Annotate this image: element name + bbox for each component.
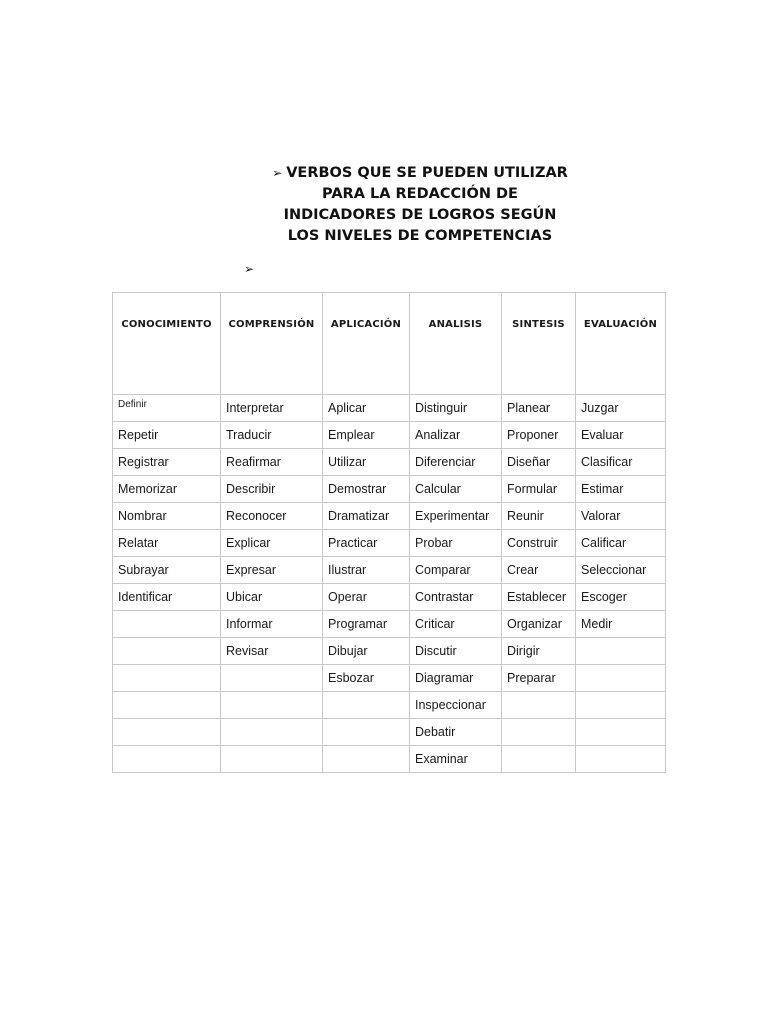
table-cell: Demostrar [323, 476, 410, 503]
table-cell: Esbozar [323, 665, 410, 692]
table-cell: Memorizar [113, 476, 221, 503]
table-row [113, 503, 666, 530]
table-cell: Escoger [576, 584, 666, 611]
document-title [180, 163, 660, 247]
table-cell: Juzgar [576, 395, 666, 422]
table-cell: Repetir [113, 422, 221, 449]
table-row [113, 557, 666, 584]
table-header-row [113, 293, 666, 395]
table-cell: Distinguir [410, 395, 502, 422]
header-analisis: ANALISIS [410, 293, 502, 395]
table-row [113, 476, 666, 503]
table-cell [502, 746, 576, 773]
header-sintesis: SINTESIS [502, 293, 576, 395]
table-cell: Examinar [410, 746, 502, 773]
table-cell [576, 692, 666, 719]
table-cell: Describir [221, 476, 323, 503]
table-cell: Seleccionar [576, 557, 666, 584]
table-cell: Nombrar [113, 503, 221, 530]
table-cell: Evaluar [576, 422, 666, 449]
header-conocimiento: CONOCIMIENTO [113, 293, 221, 395]
title-line-3: INDICADORES DE LOGROS SEGÚN [283, 207, 557, 223]
header-comprension: COMPRENSIÓN [221, 293, 323, 395]
table-cell: Diseñar [502, 449, 576, 476]
table-cell: Reconocer [221, 503, 323, 530]
table-cell: Diagramar [410, 665, 502, 692]
table-row [113, 611, 666, 638]
table-cell [221, 665, 323, 692]
table-cell: Relatar [113, 530, 221, 557]
header-evaluacion: EVALUACIÓN [576, 293, 666, 395]
table-cell: Diferenciar [410, 449, 502, 476]
table-cell [576, 719, 666, 746]
table-cell: Establecer [502, 584, 576, 611]
table-cell: Dramatizar [323, 503, 410, 530]
table-cell: Reunir [502, 503, 576, 530]
table-cell: Clasificar [576, 449, 666, 476]
table-cell: Valorar [576, 503, 666, 530]
table-cell [221, 719, 323, 746]
table-cell: Probar [410, 530, 502, 557]
table-cell: Analizar [410, 422, 502, 449]
table-cell: Reafirmar [221, 449, 323, 476]
table-cell: Medir [576, 611, 666, 638]
table-cell: Expresar [221, 557, 323, 584]
table-cell [323, 692, 410, 719]
table-cell: Aplicar [323, 395, 410, 422]
table-cell: Inspeccionar [410, 692, 502, 719]
title-line-2: PARA LA REDACCIÓN DE [322, 186, 518, 202]
table-cell: Operar [323, 584, 410, 611]
table-cell: Crear [502, 557, 576, 584]
table-cell: Identificar [113, 584, 221, 611]
title-line-4: LOS NIVELES DE COMPETENCIAS [287, 228, 553, 244]
table-row [113, 665, 666, 692]
table-cell: Contrastar [410, 584, 502, 611]
table-cell: Registrar [113, 449, 221, 476]
table-row [113, 638, 666, 665]
table-cell: Explicar [221, 530, 323, 557]
table-cell: Formular [502, 476, 576, 503]
table-cell: Traducir [221, 422, 323, 449]
table-cell [113, 692, 221, 719]
table-cell: Emplear [323, 422, 410, 449]
table-cell [113, 611, 221, 638]
table-cell: Utilizar [323, 449, 410, 476]
table-row [113, 530, 666, 557]
table-cell: Criticar [410, 611, 502, 638]
title-line-1: ➢ VERBOS QUE SE PUEDEN UTILIZAR [272, 165, 568, 181]
table-cell: Planear [502, 395, 576, 422]
table-cell: Estimar [576, 476, 666, 503]
table-row [113, 395, 666, 422]
table-cell [113, 638, 221, 665]
table-cell [323, 746, 410, 773]
table-cell: Experimentar [410, 503, 502, 530]
table-cell: Discutir [410, 638, 502, 665]
table-row [113, 422, 666, 449]
table-cell: Proponer [502, 422, 576, 449]
table-cell [221, 692, 323, 719]
table-cell [113, 719, 221, 746]
table-row [113, 584, 666, 611]
table-cell [221, 746, 323, 773]
empty-bullet-arrow-icon: ➢ [244, 262, 255, 276]
table-cell: Calcular [410, 476, 502, 503]
table-cell: Debatir [410, 719, 502, 746]
table-cell [323, 719, 410, 746]
table-cell: Interpretar [221, 395, 323, 422]
table-cell [502, 719, 576, 746]
table-body [113, 395, 666, 773]
table-cell: Informar [221, 611, 323, 638]
table-cell [576, 746, 666, 773]
verbs-table [112, 292, 666, 773]
table-cell: Calificar [576, 530, 666, 557]
table-row [113, 746, 666, 773]
table-cell [502, 692, 576, 719]
header-aplicacion: APLICACIÓN [323, 293, 410, 395]
table-row [113, 692, 666, 719]
table-cell: Dibujar [323, 638, 410, 665]
table-cell [576, 665, 666, 692]
table-cell: Comparar [410, 557, 502, 584]
table-cell [576, 638, 666, 665]
table-cell [113, 746, 221, 773]
table-cell: Subrayar [113, 557, 221, 584]
table-cell: Dirigir [502, 638, 576, 665]
table-row [113, 719, 666, 746]
table-row [113, 449, 666, 476]
table-cell: Definir [113, 395, 221, 422]
table-cell: Practicar [323, 530, 410, 557]
table-cell: Preparar [502, 665, 576, 692]
table-cell: Ilustrar [323, 557, 410, 584]
table-cell [113, 665, 221, 692]
table-cell: Organizar [502, 611, 576, 638]
table-cell: Programar [323, 611, 410, 638]
table-cell: Ubicar [221, 584, 323, 611]
arrow-bullet-icon: ➢ [272, 166, 283, 180]
table-cell: Revisar [221, 638, 323, 665]
table-cell: Construir [502, 530, 576, 557]
